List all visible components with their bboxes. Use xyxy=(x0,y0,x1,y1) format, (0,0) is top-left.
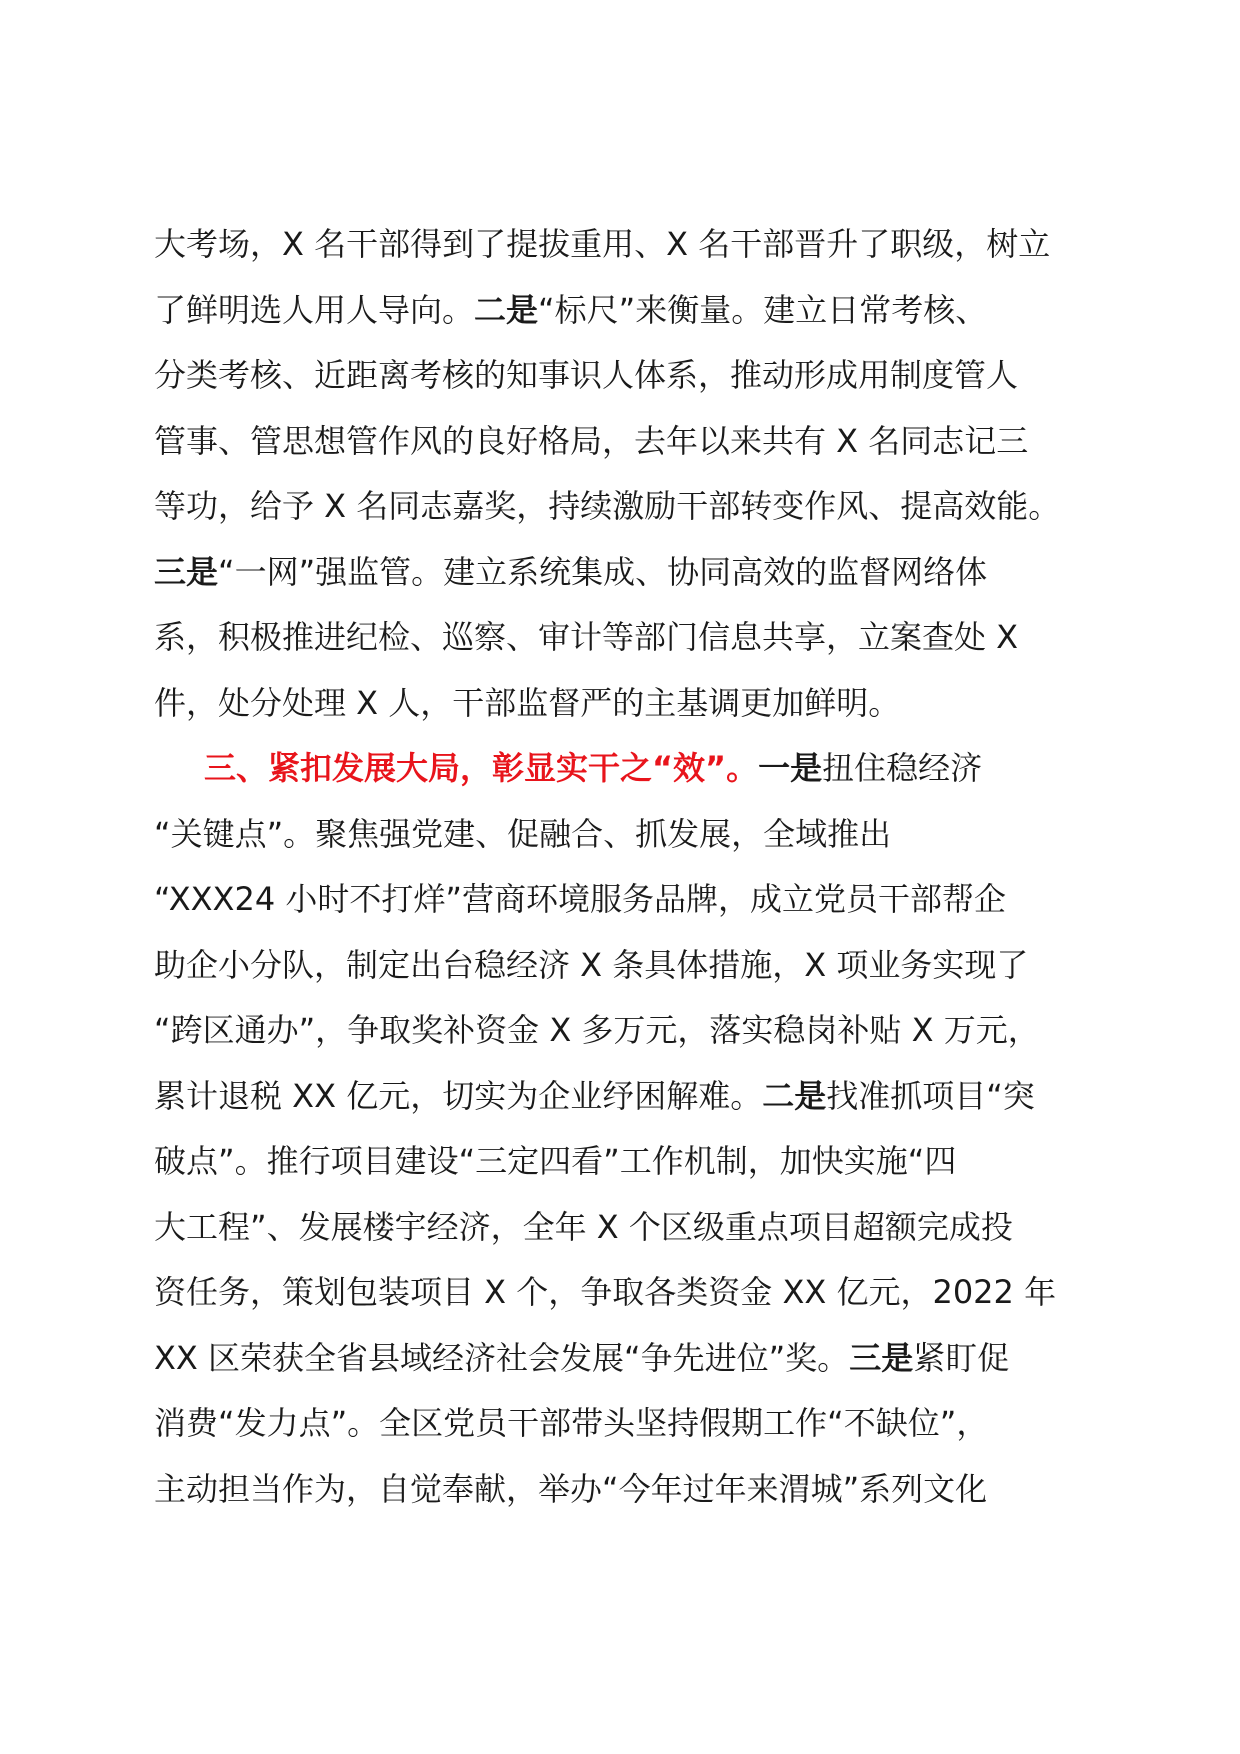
text-segment: XX 区荣获全省县域经济社会发展“争先进位”奖。 xyxy=(154,1338,850,1377)
text-segment: 累计退税 XX 亿元，切实为企业纾困解难。 xyxy=(154,1076,763,1115)
text-line xyxy=(154,278,1090,344)
text-line xyxy=(154,736,1090,802)
text-segment: 大考场，X 名干部得到了提拔重用、X 名干部晋升了职级，树立 xyxy=(154,225,1051,263)
text-line xyxy=(154,1326,1090,1392)
text-segment: 资任务，策划包装项目 X 个，争取各类资金 XX 亿元，2022 年 xyxy=(154,1273,1057,1311)
text-segment: “标尺”来衡量。建立日常考核、 xyxy=(538,290,988,329)
text-segment: 消费“发力点”。全区党员干部带头坚持假期工作“不缺位”， xyxy=(154,1404,989,1442)
paragraph-development-section xyxy=(154,736,1090,1522)
text-segment: 破点”。推行项目建设“三定四看”工作机制，加快实施“四 xyxy=(154,1142,957,1180)
text-line xyxy=(154,212,1090,278)
text-segment: 助企小分队，制定出台稳经济 X 条具体措施，X 项业务实现了 xyxy=(154,945,1029,984)
text-segment: “关键点”。聚焦强党建、促融合、抓发展，全域推出 xyxy=(154,814,892,853)
text-segment: 管事、管思想管作风的良好格局，去年以来共有 X 名同志记三 xyxy=(154,421,1029,460)
text-segment: 系，积极推进纪检、巡察、审计等部门信息共享，立案查处 X xyxy=(154,618,1019,656)
text-line xyxy=(154,605,1090,671)
text-segment: “XXX24 小时不打烊”营商环境服务品牌，成立党员干部帮企 xyxy=(154,880,1006,918)
text-line xyxy=(154,540,1090,606)
text-segment: 等功，给予 X 名同志嘉奖，持续激励干部转变作风、提高效能。 xyxy=(154,487,1061,525)
bold-lead-phrase: 三是 xyxy=(154,552,219,591)
text-line xyxy=(154,474,1090,540)
text-line xyxy=(154,1129,1090,1195)
text-line xyxy=(154,802,1090,868)
paragraph-cadre-evaluation xyxy=(154,212,1090,736)
text-line xyxy=(154,867,1090,933)
bold-lead-phrase: 二是 xyxy=(474,290,539,329)
text-segment: “一网”强监管。建立系统集成、协同高效的监督网络体 xyxy=(218,552,988,591)
text-line xyxy=(154,671,1090,737)
text-segment: 了鲜明选人用人导向。 xyxy=(154,290,475,329)
text-segment: 大工程”、发展楼宇经济，全年 X 个区级重点项目超额完成投 xyxy=(154,1207,1013,1246)
text-line xyxy=(154,1195,1090,1261)
text-segment: 找准抓项目“突 xyxy=(826,1076,1035,1115)
text-line xyxy=(154,1457,1090,1523)
text-line xyxy=(154,1260,1090,1326)
bold-lead-phrase: 三是 xyxy=(849,1338,914,1377)
text-segment: 扭住稳经济 xyxy=(822,749,983,787)
text-line xyxy=(154,1064,1090,1130)
bold-lead-phrase: 一是 xyxy=(758,749,823,787)
text-line xyxy=(154,998,1090,1064)
text-line xyxy=(154,933,1090,999)
bold-lead-phrase: 二是 xyxy=(762,1076,827,1115)
text-line xyxy=(154,409,1090,475)
text-segment: 分类考核、近距离考核的知事识人体系，推动形成用制度管人 xyxy=(154,356,1019,394)
text-segment: 主动担当作为，自觉奉献，举办“今年过年来渭城”系列文化 xyxy=(154,1469,988,1508)
text-segment: 件，处分处理 X 人，干部监督严的主基调更加鲜明。 xyxy=(154,683,901,722)
section-heading: 三、紧扣发展大局，彰显实干之“效”。 xyxy=(204,749,759,787)
text-segment: “跨区通办”，争取奖补资金 X 多万元，落实稳岗补贴 X 万元， xyxy=(154,1011,1040,1049)
text-line xyxy=(154,1391,1090,1457)
text-line xyxy=(154,343,1090,409)
document-body xyxy=(154,212,1090,1522)
text-segment: 紧盯促 xyxy=(913,1338,1010,1377)
